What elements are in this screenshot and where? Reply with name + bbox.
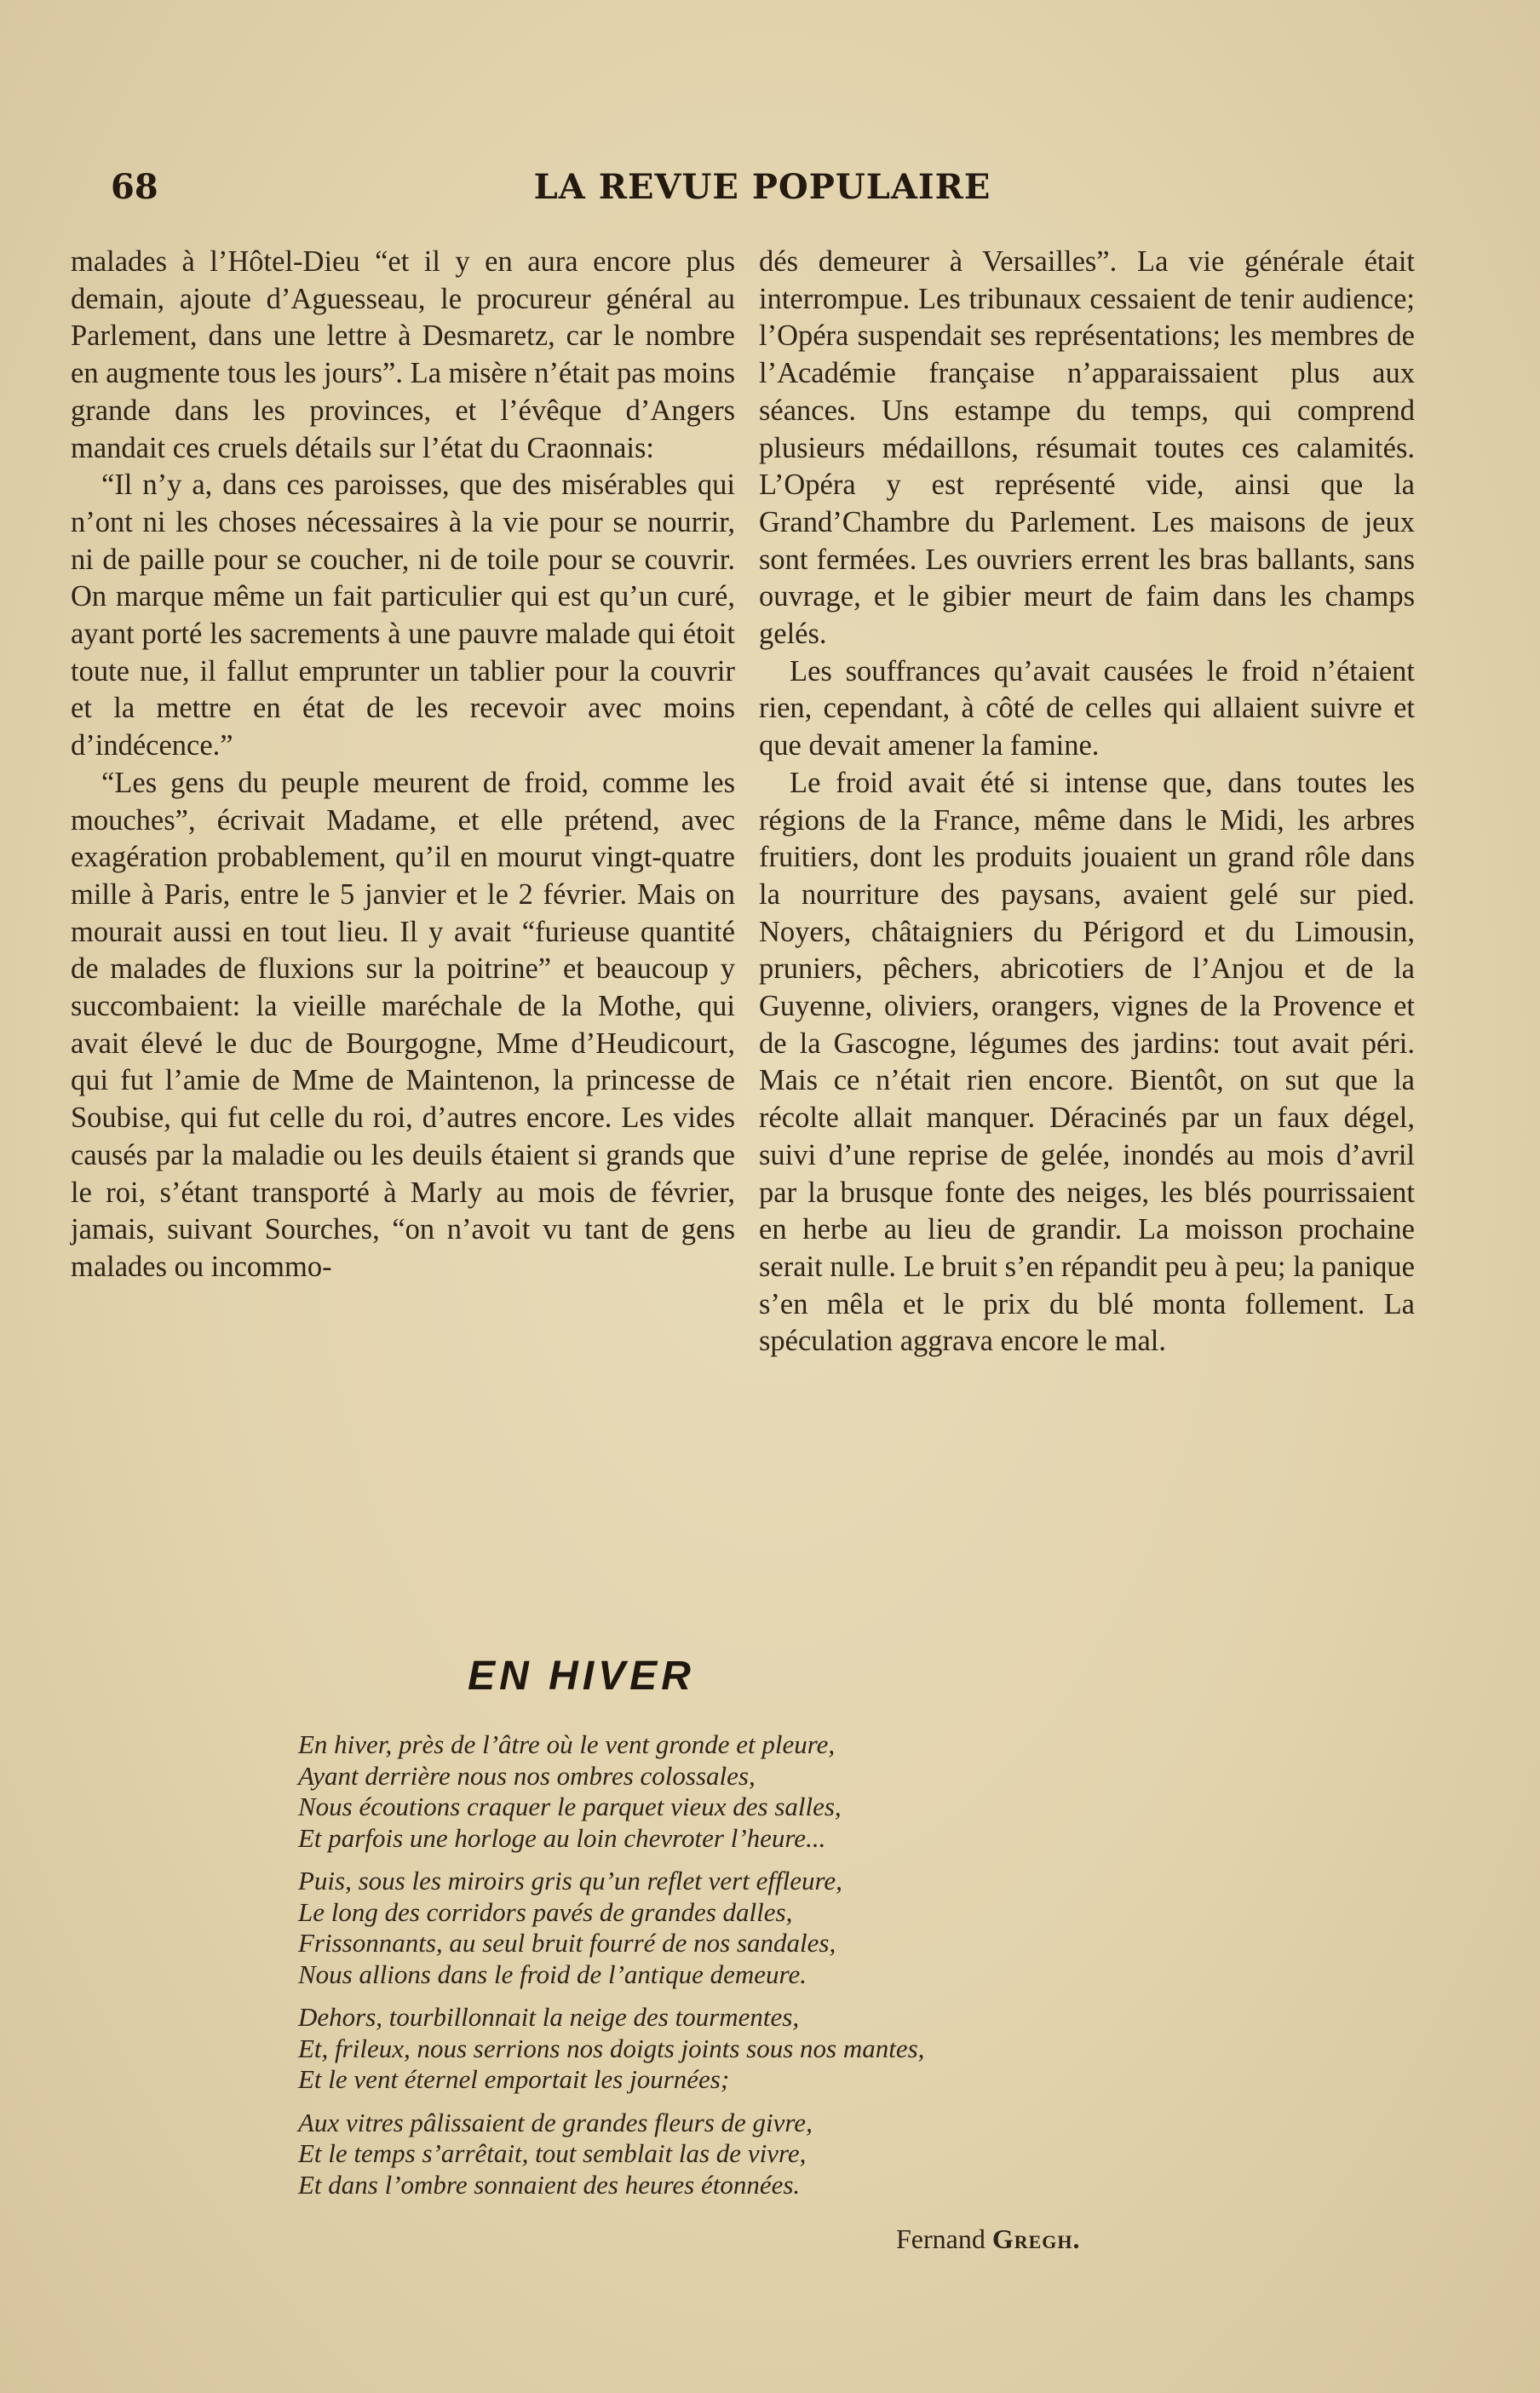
verse-line: Nous allions dans le froid de l’antique demeure. [298,1959,807,1989]
verse-line: Et le vent éternel emportait les journées; [298,2064,730,2094]
stanza [298,1729,1235,1854]
poem-stanzas [298,1729,1235,2212]
paragraph: Le froid avait été si intense que, dans toutes les régions de la France, même dans le Midi, les arbres fruitiers, dont les produits jouaient un grand rôle dans la nourriture des paysans, avaient gelé sur pied. Noyers, châtaigniers du Périgord et du Limousin, pruniers, pêchers, abricotiers de l’Anjou et de la Guyenne, oliviers, orangers, vignes de la Provence et de la Gascogne, légumes des jardins: tout avait péri. Mais ce n’était rien encore. Bientôt, on sut que la récolte allait manquer. Déracinés par un faux dégel, suivi d’une reprise de gelée, inondés au mois d’avril par la brusque fonte des neiges, les blés pourrissaient en herbe au lieu de grandir. La moisson prochaine serait nulle. Le bruit s’en répandit peu à peu; la panique s’en mêla et le prix du blé monta follement. La spéculation aggrava encore le mal. [759,766,1415,1358]
stanza [298,1866,1235,1990]
stanza [298,2002,1235,2096]
verse-line: En hiver, près de l’âtre où le vent gronde et pleure, [298,1729,836,1759]
author-last-name: Gregh. [991,2223,1081,2254]
verse-line: Nous écoutions craquer le parquet vieux des salles, [298,1792,842,1821]
right-column [759,244,1415,1360]
paragraph: “Il n’y a, dans ces paroisses, que des misérables qui n’ont ni les choses nécessaires à la vie pour se nourrir, ni de paille pour se coucher, ni de toile pour se couvrir. On marque même un fait particulier qui est qu’un curé, ayant porté les sacrements à une pauvre malade qui étoit toute nue, il fallut emprunter un tablier pour la couvrir et la mettre en état de les recevoir avec moins d’indécence.” [71,469,735,762]
verse-line: Et parfois une horloge au loin chevroter l’heure... [298,1822,826,1853]
running-title: LA REVUE POPULAIRE [533,167,991,207]
verse-line: Frissonnants, au seul bruit fourré de nos sandales, [298,1928,836,1958]
verse-line: Ayant derrière nous nos ombres colossales, [298,1760,756,1791]
verse-line: Le long des corridors pavés de grandes dalles, [298,1896,793,1927]
poem-title: EN HIVER [468,1654,695,1699]
author-first-name: Fernand [896,2223,985,2254]
paragraph: dés demeurer à Versailles”. La vie générale était interrompue. Les tribunaux cessaient de tenir audience; l’Opéra suspendait ses représentations; les membres de l’Académie française n’apparaissaient plus aux séances. Uns estampe du temps, qui comprend plusieurs médaillons, résumait toutes ces calamités. L’Opéra y est représenté vide, ainsi que la Grand’Chambre du Parlement. Les maisons de jeux sont fermées. Les ouvriers errent les bras ballants, sans ouvrage, et le gibier meurt de faim dans les champs gelés. [759,245,1415,651]
verse-line: Et dans l’ombre sonnaient des heures étonnées. [298,2169,801,2200]
page-header [111,167,1414,218]
verse-line: Et, frileux, nous serrions nos doigts joints sous nos mantes, [298,2033,925,2063]
paragraph: “Les gens du peuple meurent de froid, comme les mouches”, écrivait Madame, et elle prétend, avec exagération probablement, qu’il en mourut vingt-quatre mille à Paris, entre le 5 janvier et le 2 février. Mais on mourait aussi en tout lieu. Il y avait “furieuse quantité de malades de fluxions sur la poitrine” et beaucoup y succombaient: la vieille maréchale de la Mothe, qui avait élevé le duc de Bourgogne, Mme d’Heudicourt, qui fut l’amie de Mme de Maintenon, la princesse de Soubise, qui fut celle du roi, d’autres encore. Les vides causés par la maladie ou les deuils étaient si grands que le roi, s’étant transporté à Marly au mois de février, jamais, suivant Sourches, “on n’avoit vu tant de gens malades ou incommo- [71,766,735,1283]
stanza [298,2108,1235,2201]
paragraph: malades à l’Hôtel-Dieu “et il y en aura encore plus demain, ajoute d’Aguesseau, le procureur général au Parlement, dans une lettre à Desmaretz, car le nombre en augmente tous les jours”. La misère n’était pas moins grande dans les provinces, et l’évêque d’Angers mandait ces cruels détails sur l’état du Craonnais: [71,245,735,464]
page-number: 68 [111,167,158,207]
verse-line: Puis, sous les miroirs gris qu’un reflet vert effleure, [298,1866,842,1895]
verse-line: Et le temps s’arrêtait, tout semblait las de vivre, [298,2138,807,2168]
verse-line: Dehors, tourbillonnait la neige des tourmentes, [298,2002,800,2032]
poem-author [896,2223,1081,2255]
left-column [71,244,735,1286]
paragraph: Les souffrances qu’avait causées le froid n’étaient rien, cependant, à côté de celles qui allaient suivre et que devait amener la famine. [759,654,1415,762]
verse-line: Aux vitres pâlissaient de grandes fleurs de givre, [298,2107,813,2137]
